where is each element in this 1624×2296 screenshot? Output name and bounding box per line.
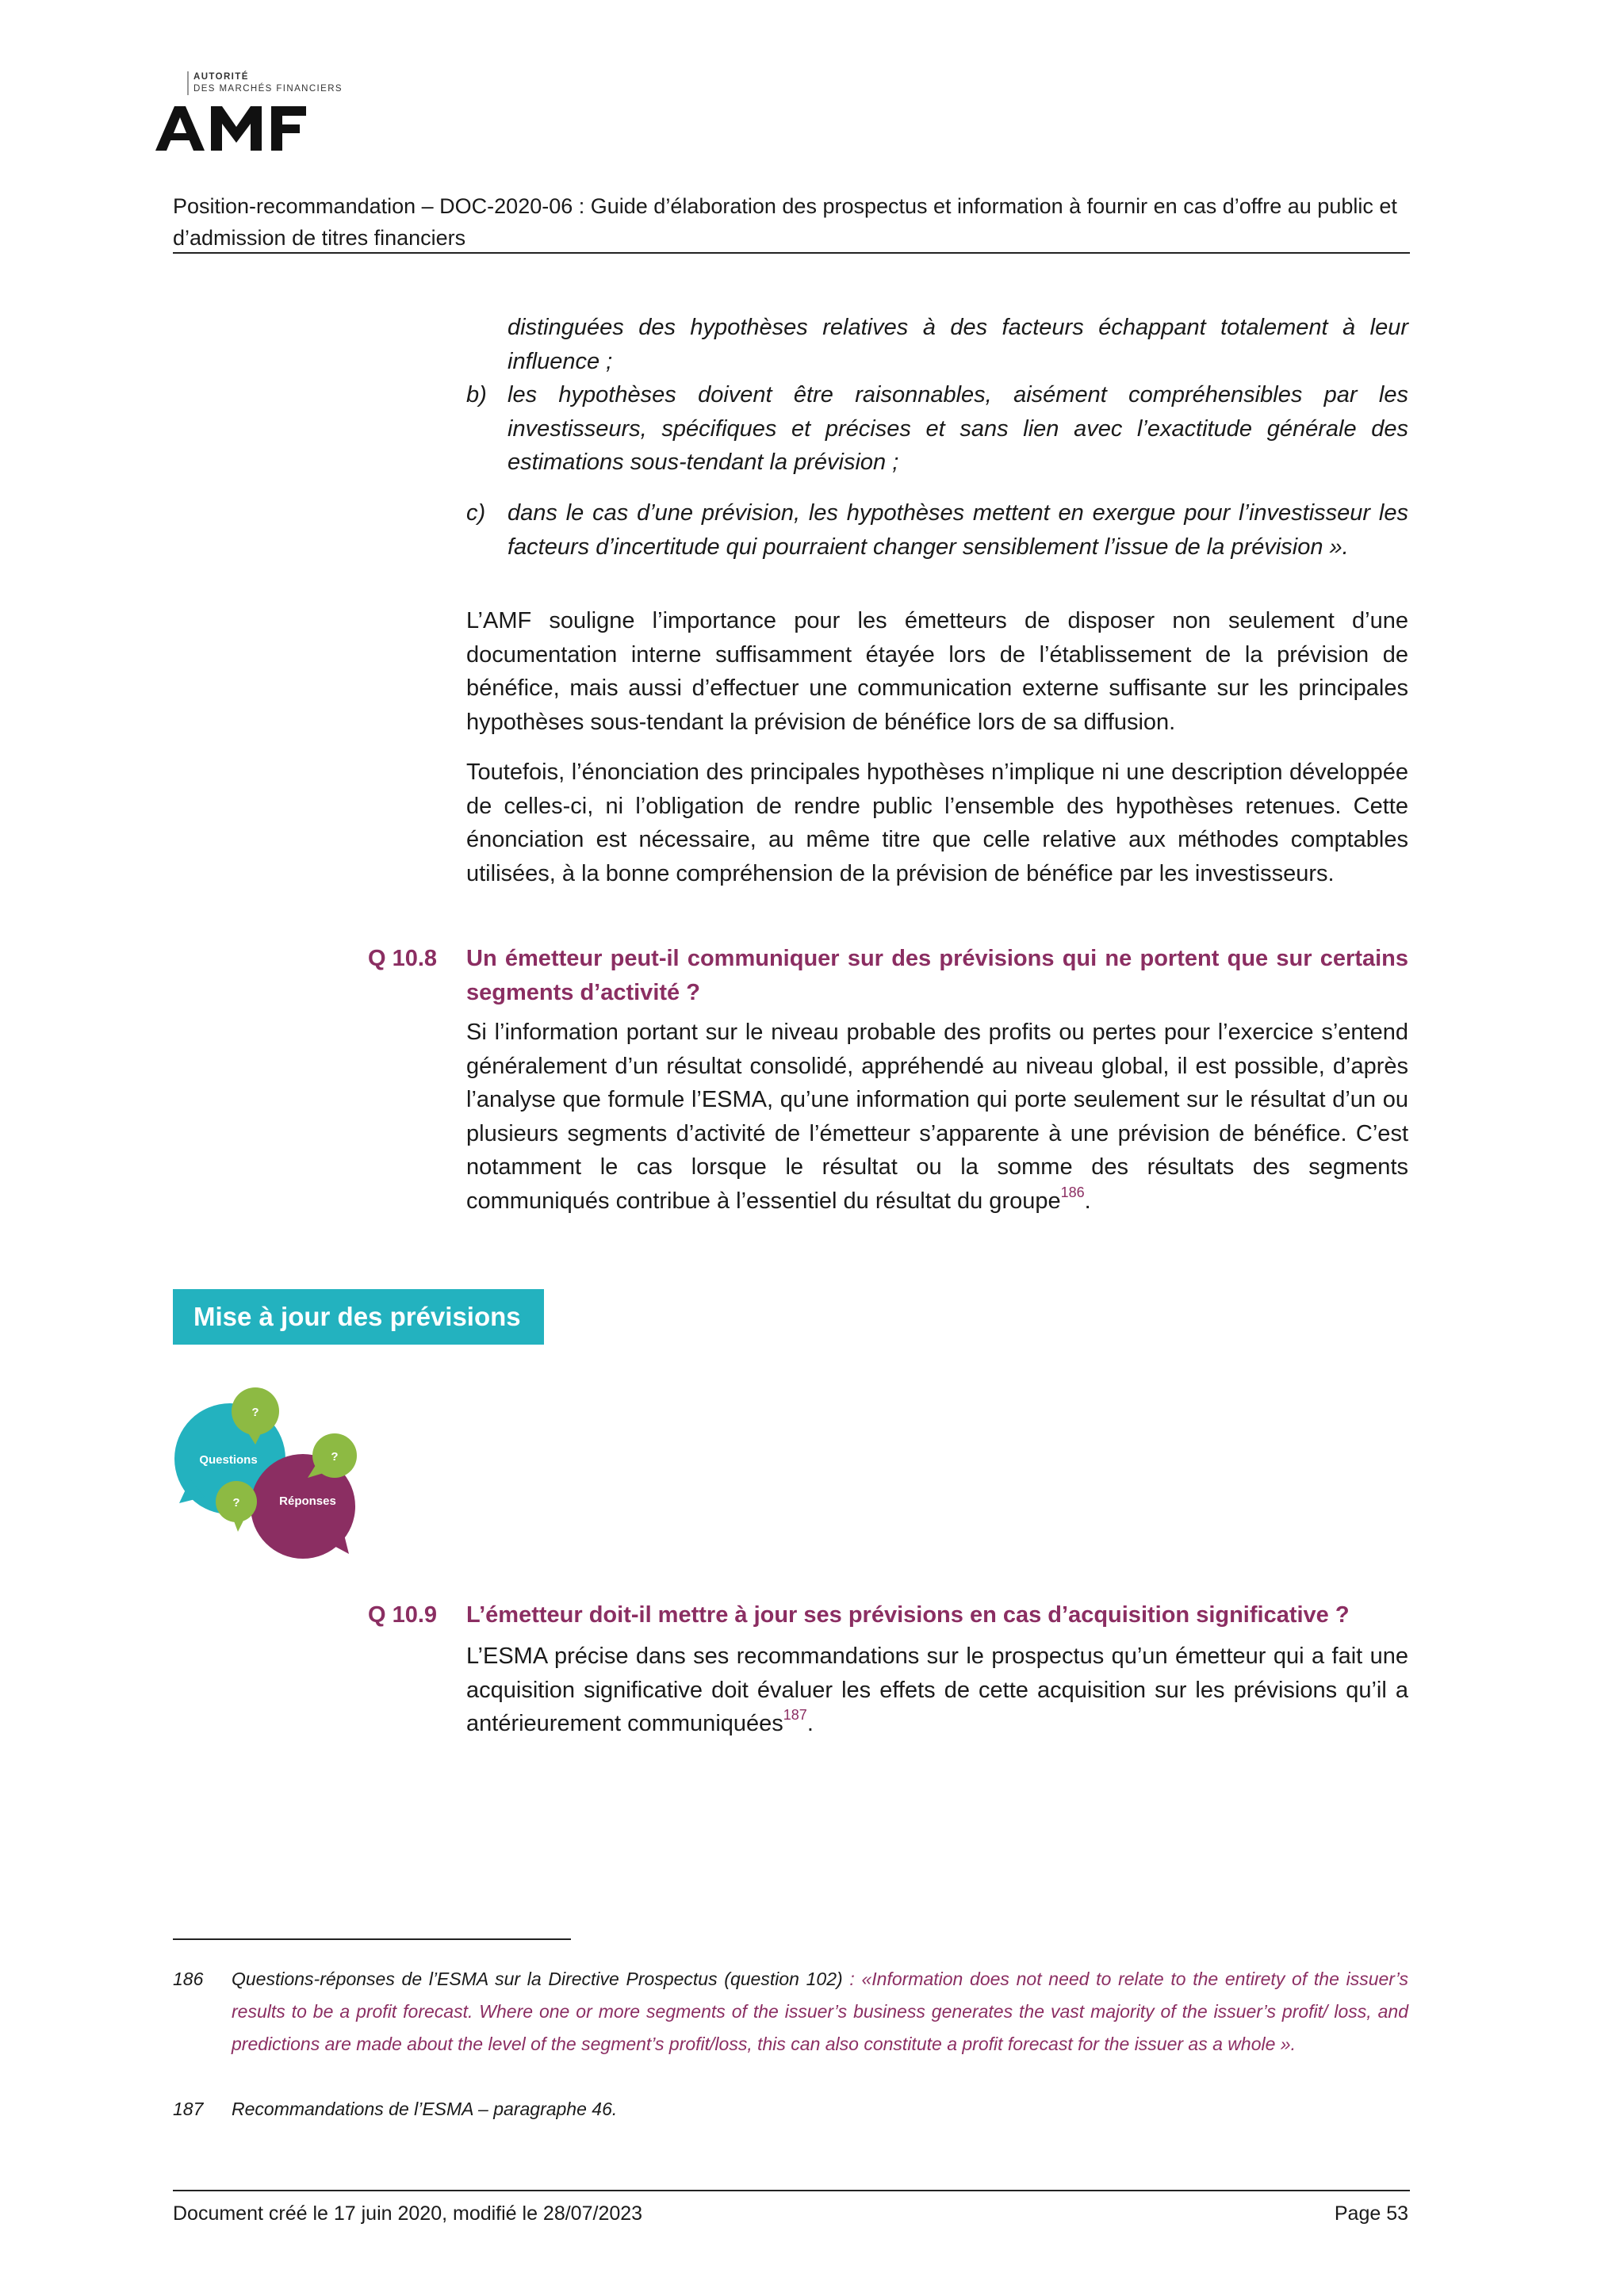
footnote-divider [173,1938,571,1940]
answer-10-9 [466,1640,1408,1741]
question-number-10-8: Q 10.8 [368,946,438,971]
answer-10-8-text: Si l’information portant sur le niveau probable des profits ou pertes pour l’exercice s’entend généralement d’un résultat consolidé, appréhendé au niveau global, il est possible, d’après l’analyse que formule l’ESMA, qu’une information qui porte seulement sur le résultat d’un ou plusieurs segments d’activité de l’émetteur s’apparente à une prévision de bénéfice. C’est notamment le cas lorsque le résultat ou la somme des résultats des segments communiqués contribue à l’essentiel du résultat du groupe [466,1020,1408,1214]
question-number-10-9: Q 10.9 [368,1602,438,1628]
footnote-ref-186[interactable]: 186 [1060,1184,1085,1200]
footer-divider [173,2190,1410,2191]
list-text-c: dans le cas d’une prévision, les hypothèses mettent en exergue pour l’investisseur les facteurs d’incertitude qui pourraient changer sensiblement l’issue de la prévision ». [508,500,1408,560]
footer-document-date: Document créé le 17 juin 2020, modifié le 28/07/2023 [173,2202,643,2225]
amf-logo [155,67,354,162]
header-divider [173,252,1410,254]
footnote-187 [173,2093,1408,2126]
answer-10-8-end: . [1084,1188,1091,1214]
logo-tagline-line-1: AUTORITÉ [193,72,249,82]
list-marker-c: c) [466,500,486,526]
list-marker-b: b) [466,382,487,408]
question-title-10-8: Un émetteur peut-il communiquer sur des prévisions qui ne portent que sur certains segments d’activité ? [466,946,1408,1005]
logo-tagline [187,71,343,95]
document-header-title: Position-recommandation – DOC-2020-06 : Guide d’élaboration des prospectus et information à fournir en cas d’offre au public et d’admission de titres financiers [173,194,1397,250]
list-text-b: les hypothèses doivent être raisonnables, aisément compréhensibles par les investisseurs, spécifiques et précises et sans lien avec l’exactitude générale des estimations sous-tendant la prévision ; [508,382,1408,475]
logo-tagline-line-2: DES MARCHÉS FINANCIERS [193,84,343,94]
paragraph-2: Toutefois, l’énonciation des principales hypothèses n’implique ni une description développée de celles-ci, ni l’obligation de rendre public l’ensemble des hypothèses retenues. Cette énonciation est nécessaire, au même titre que celle relative aux méthodes comptables utilisées, à la bonne compréhension de la prévision de bénéfice par les investisseurs. [466,760,1408,886]
graphic-label-reponses: Réponses [279,1494,336,1508]
answer-10-9-end: . [806,1711,814,1736]
question-mark-1: ? [251,1406,259,1419]
question-title-10-9: L’émetteur doit-il mettre à jour ses prévisions en cas d’acquisition significative ? [466,1602,1350,1628]
footnote-number-187: 187 [173,2099,204,2119]
answer-10-9-text: L’ESMA précise dans ses recommandations sur le prospectus qu’un émetteur qui a fait une acquisition significative doit évaluer les effets de cette acquisition sur les prévisions qu’il a antérieurement communiquées [466,1644,1408,1736]
footnote-ref-187[interactable]: 187 [783,1707,807,1723]
footnote-186-quote: : «Information does not need to relate to the entirety of the issuer’s results to be a profit forecast. Where one or more segments of the issuer’s business generates the vast majority of the issuer’s profit/ loss, and predictions are made about the level of the segment’s profit/loss, this can also constitute a profit forecast for the issuer as a whole ». [232,1969,1409,2054]
questions-reponses-graphic [173,1386,363,1568]
footnote-number-186: 186 [173,1969,204,1989]
footer-page-number: Page 53 [1334,2202,1408,2225]
footnote-text-187: Recommandations de l’ESMA – paragraphe 46. [232,2099,618,2119]
paragraph-1: L’AMF souligne l’importance pour les émetteurs de disposer non seulement d’une documentation interne suffisamment étayée lors de l’établissement de la prévision de bénéfice, mais aussi d’effectuer une communication externe suffisante sur les principales hypothèses sous-tendant la prévision de bénéfice lors de sa diffusion. [466,608,1408,735]
amf-wordmark-icon [155,103,354,152]
question-mark-2: ? [331,1450,339,1464]
list-item-b [466,378,1408,480]
footnote-186 [173,1963,1408,2061]
question-mark-3: ? [232,1496,240,1510]
list-continuation: distinguées des hypothèses relatives à des facteurs échappant totalement à leur influence ; [508,315,1408,374]
section-banner: Mise à jour des prévisions [173,1289,544,1345]
footnote-186-source: Questions-réponses de l’ESMA sur la Directive Prospectus (question 102) [232,1969,843,1989]
footnote-text-186 [232,1963,1408,2061]
list-item-c [466,496,1408,564]
graphic-label-questions: Questions [199,1453,258,1467]
answer-10-8 [466,1016,1408,1218]
